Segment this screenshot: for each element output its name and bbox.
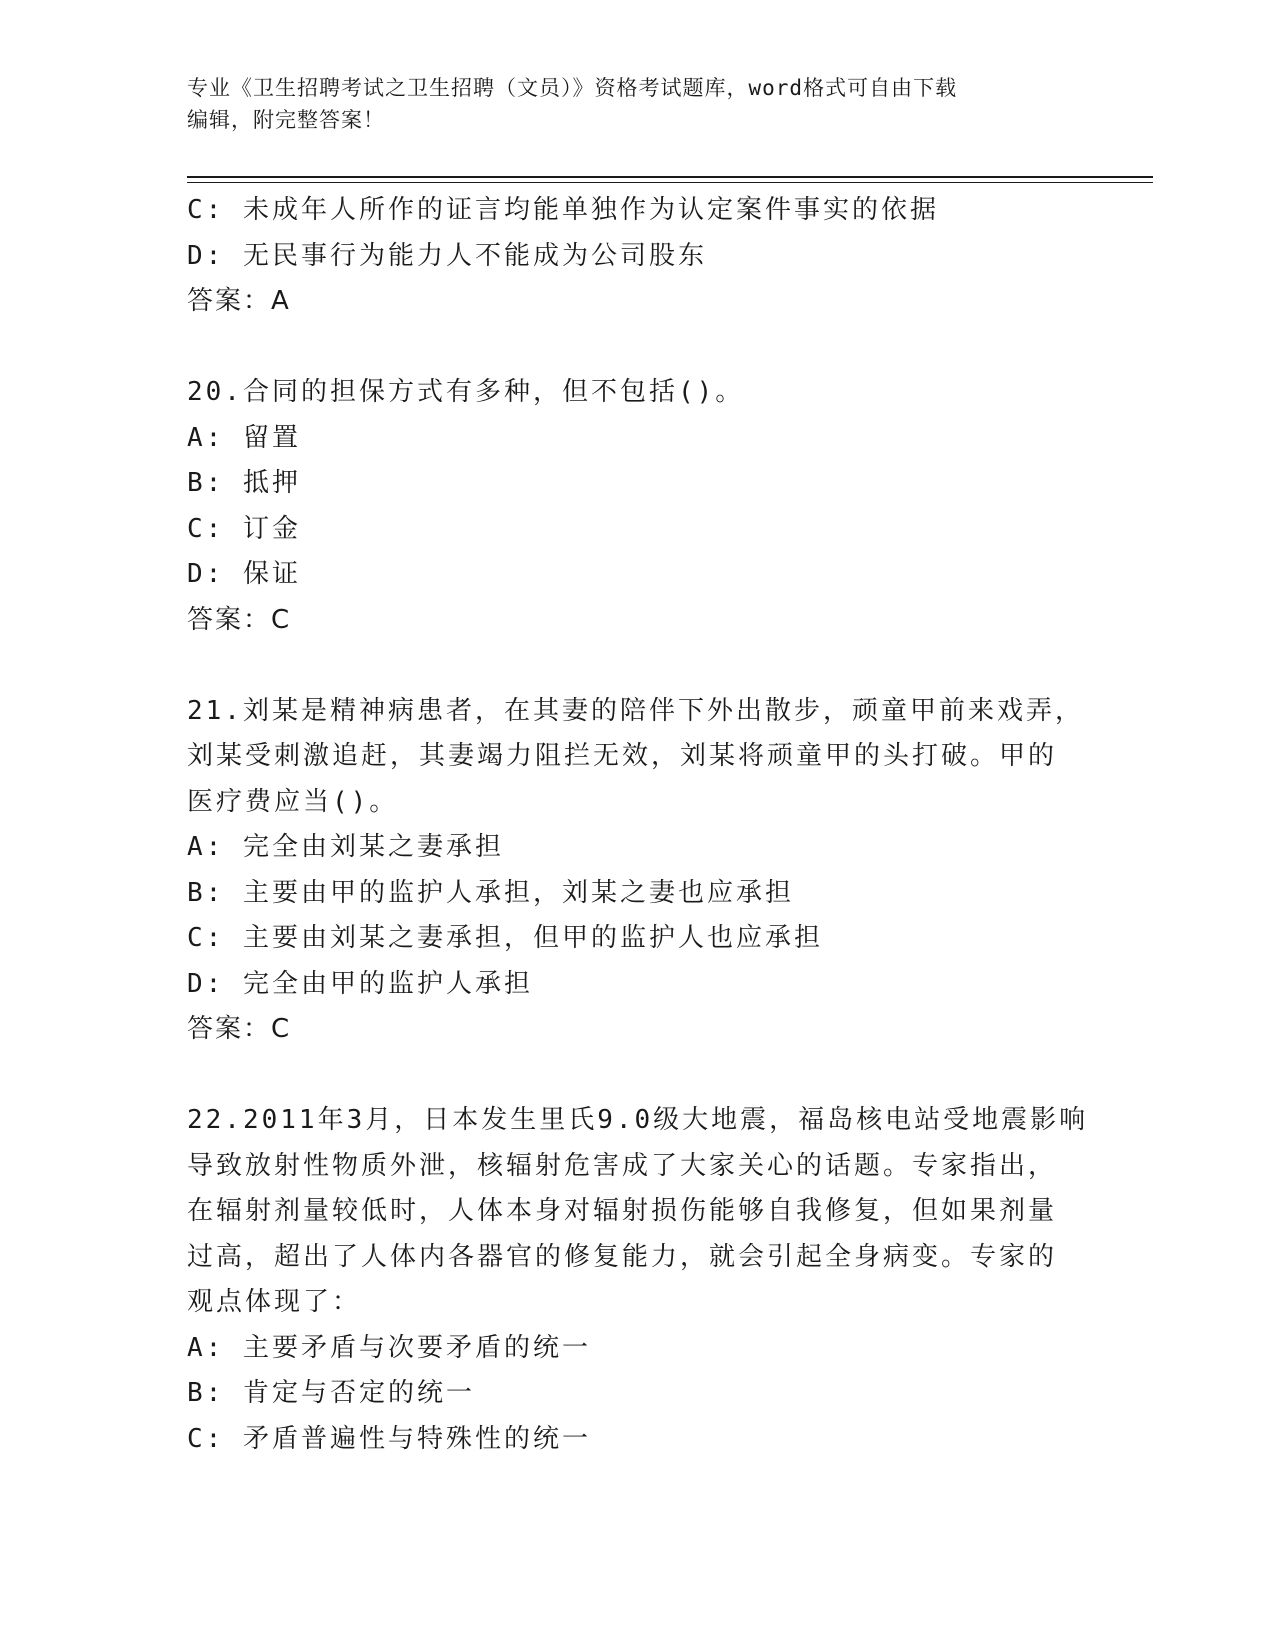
prev-question-tail — [187, 188, 1087, 325]
question-text: 过高，超出了人体内各器官的修复能力，就会引起全身病变。专家的 — [187, 1241, 1058, 1272]
document-header — [187, 72, 1087, 136]
question-text: 观点体现了： — [187, 1287, 362, 1317]
option-a: A: 完全由刘某之妻承担 — [187, 832, 504, 862]
option-d: D: 保证 — [187, 559, 301, 589]
option-d: D: 完全由甲的监护人承担 — [187, 968, 533, 999]
option-c: C: 矛盾普遍性与特殊性的统一 — [187, 1423, 591, 1454]
document-body — [187, 188, 1087, 1462]
question-text: 22.2011年3月，日本发生里氏9.0级大地震，福岛核电站受地震影响 — [187, 1105, 1089, 1135]
spacer — [187, 643, 1087, 689]
option-c: C: 主要由刘某之妻承担，但甲的监护人也应承担 — [187, 923, 823, 953]
question-text: 刘某受刺激追赶，其妻竭力阻拦无效，刘某将顽童甲的头打破。甲的 — [187, 741, 1058, 771]
option-a: A: 主要矛盾与次要矛盾的统一 — [187, 1332, 591, 1363]
header-line-2: 编辑，附完整答案！ — [187, 108, 385, 132]
option-c: C: 订金 — [187, 513, 301, 544]
option-c: C: 未成年人所作的证言均能单独作为认定案件事实的依据 — [187, 195, 939, 225]
spacer — [187, 325, 1087, 371]
option-b: B: 肯定与否定的统一 — [187, 1378, 475, 1408]
header-divider-thick — [187, 176, 1153, 178]
question-text: 20.合同的担保方式有多种，但不包括()。 — [187, 377, 745, 407]
option-d: D: 无民事行为能力人不能成为公司股东 — [187, 240, 707, 271]
spacer — [187, 1053, 1087, 1099]
question-text: 在辐射剂量较低时，人体本身对辐射损伤能够自我修复，但如果剂量 — [187, 1196, 1058, 1226]
header-divider-thin — [187, 182, 1153, 183]
answer-line: 答案：C — [187, 604, 292, 635]
question-22 — [187, 1098, 1087, 1462]
option-b: B: 主要由甲的监护人承担，刘某之妻也应承担 — [187, 877, 794, 908]
question-20 — [187, 370, 1087, 643]
answer-line: 答案：C — [187, 1014, 292, 1044]
option-a: A: 留置 — [187, 422, 301, 453]
question-text: 医疗费应当()。 — [187, 786, 399, 817]
question-21 — [187, 689, 1087, 1053]
header-line-1: 专业《卫生招聘考试之卫生招聘（文员）》资格考试题库，word格式可自由下载 — [187, 76, 958, 100]
question-text: 导致放射性物质外泄，核辐射危害成了大家关心的话题。专家指出， — [187, 1150, 1058, 1181]
question-text: 21.刘某是精神病患者，在其妻的陪伴下外出散步，顽童甲前来戏弄， — [187, 695, 1084, 726]
answer-line: 答案：A — [187, 286, 291, 316]
option-b: B: 抵押 — [187, 468, 301, 498]
